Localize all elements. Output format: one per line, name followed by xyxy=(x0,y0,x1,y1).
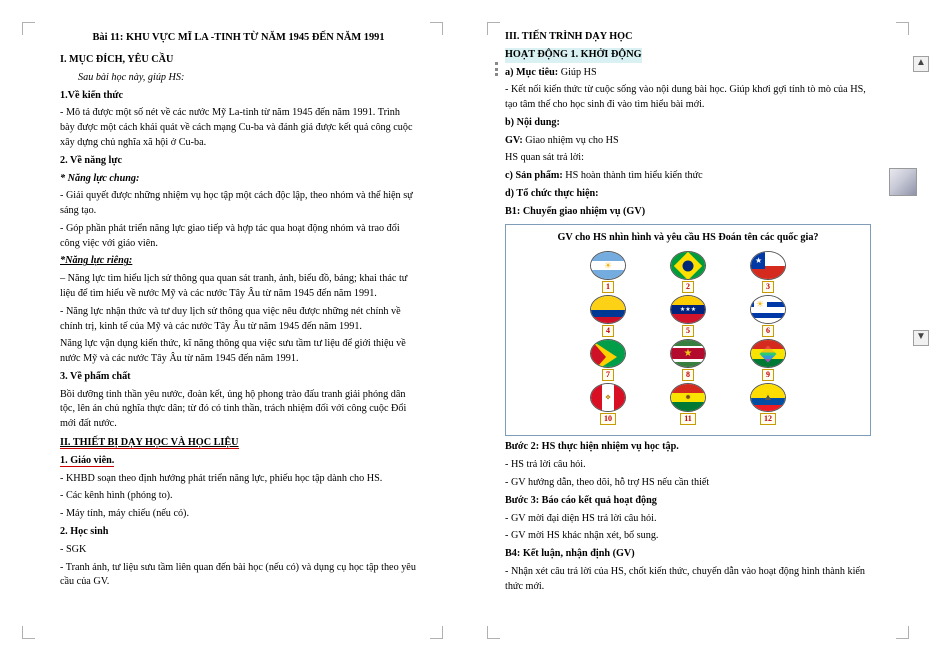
flag-item-bolivia-wiphala xyxy=(737,339,799,381)
crop-mark-bottom-right-2 xyxy=(896,626,909,639)
paragraph-teacher-2: - Các kênh hình (phóng to). xyxy=(60,490,173,502)
flag-item-peru xyxy=(577,383,639,425)
hs-line: HS quan sát trả lời: xyxy=(505,152,584,164)
section-heading-i: I. MỤC ĐÍCH, YÊU CẦU xyxy=(60,54,174,66)
flag-item-uruguay xyxy=(737,295,799,337)
crop-mark-top-left xyxy=(22,22,35,35)
step4-detail-1: - Nhận xét câu trả lời của HS, chốt kiến thức, chuyển dẫn vào hoạt động hình thành kiến thức mới. xyxy=(505,565,866,592)
product-text: HS hoàn thành tìm hiểu kiến thức xyxy=(562,170,703,182)
b1-line xyxy=(505,205,871,220)
label-specific-competence: *Năng lực riêng: xyxy=(60,255,133,267)
step3-label: Bước 3: Báo cáo kết quả hoạt động xyxy=(505,494,657,506)
section-heading-ii: II. THIẾT BỊ DẠY HỌC VÀ HỌC LIỆU xyxy=(60,437,239,449)
colombia-flag-icon xyxy=(590,295,626,324)
subsection-teacher-wrap xyxy=(60,454,417,469)
subsection-competence: 2. Về năng lực xyxy=(60,154,122,166)
flag-item-argentina xyxy=(577,251,639,293)
paragraph-specific-2: - Năng lực nhận thức và tư duy lịch sử thông qua việc nêu được những nét chính về chính trị, kinh tế của Mỹ và các nước Tây Âu từ năm 1945 đến năm 1991. xyxy=(60,305,401,332)
step2-detail-2: - GV hướng dẫn, theo dõi, hỗ trợ HS nếu cần thiết xyxy=(505,476,710,488)
ecuador-flag-icon: ⛰ xyxy=(750,383,786,412)
paragraph-student-2: - Tranh ảnh, tư liệu sưu tầm liên quan đến bài học (nếu có) và dụng cụ học tập theo yêu cầu của GV. xyxy=(60,561,416,588)
flag-item-guyana xyxy=(577,339,639,381)
chile-flag-icon: ★ xyxy=(750,251,786,280)
flag-number: 2 xyxy=(682,281,694,293)
flag-item-colombia xyxy=(577,295,639,337)
crop-mark-bottom-left-2 xyxy=(487,626,500,639)
document-page-right xyxy=(465,0,931,661)
paragraph-specific-3: Năng lực vận dụng kiến thức, kĩ năng thông qua việc sưu tầm tư liệu để giới thiệu về nước Mỹ và các nước Tây Âu từ năm 1945 đến năm 1991. xyxy=(60,338,406,365)
flag-number: 12 xyxy=(760,413,776,425)
activity-box xyxy=(505,224,871,437)
flag-number: 3 xyxy=(762,281,774,293)
guyana-flag-icon xyxy=(590,339,626,368)
right-page-body xyxy=(505,30,871,594)
flag-item-brazil xyxy=(657,251,719,293)
step4-line xyxy=(505,547,871,562)
paragraph-specific-1: – Năng lực tìm hiểu lịch sử thông qua quan sát tranh, ảnh, biểu đồ, bảng; khai thác tư liệu để tìm hiểu về nước Mỹ và các nước Tây Âu từ năm 1945 đến năm 1991. xyxy=(60,273,408,300)
flag-item-bolivia xyxy=(657,383,719,425)
activity-1-heading: HOẠT ĐỘNG 1. KHỞI ĐỘNG xyxy=(505,48,642,63)
gv-text: Giao nhiệm vụ cho HS xyxy=(522,134,619,146)
paragraph-teacher-1: - KHBD soạn theo định hướng phát triển năng lực, phiếu học tập dành cho HS. xyxy=(60,472,383,484)
scroll-down-button[interactable]: ▼ xyxy=(913,330,929,346)
flag-item-chile xyxy=(737,251,799,293)
flag-number: 8 xyxy=(682,369,694,381)
subsection-quality: 3. Về phẩm chất xyxy=(60,370,131,382)
step3-detail-2: - GV mời HS khác nhận xét, bổ sung. xyxy=(505,530,659,542)
suriname-flag-icon: ★ xyxy=(670,339,706,368)
goal-text: Giúp HS xyxy=(558,66,597,78)
paragraph-quality: Bồi dưỡng tinh thần yêu nước, đoàn kết, ủng hộ phong trào đấu tranh giải phóng dân tộc, lên án chủ nghĩa thực dân; từ đó có tinh thần, trách nhiệm đối với công cuộc Đổi mới đất nước. xyxy=(60,388,407,430)
activity-prompt: GV cho HS nhìn hình và yêu cầu HS Đoán tên các quốc gia? xyxy=(557,231,819,243)
flag-number: 5 xyxy=(682,325,694,337)
crop-mark-top-left-2 xyxy=(487,22,500,35)
flag-item-venezuela xyxy=(657,295,719,337)
goal-label: a) Mục tiêu: xyxy=(505,66,559,78)
step3-detail-1: - GV mời đại diện HS trả lời câu hỏi. xyxy=(505,512,657,524)
flag-grid xyxy=(514,251,862,425)
subsection-teacher: 1. Giáo viên. xyxy=(60,454,115,466)
paragraph-general-2: - Góp phần phát triển năng lực giao tiếp và hợp tác qua hoạt động nhóm và trao đổi công việc với giáo viên. xyxy=(60,222,400,249)
venezuela-flag-icon: ★★★ xyxy=(670,295,706,324)
b1-label: B1: Chuyển giao nhiệm vụ (GV) xyxy=(505,205,646,217)
paragraph-teacher-3: - Máy tính, máy chiếu (nếu có). xyxy=(60,508,190,520)
intro-note: Sau bài học này, giúp HS: xyxy=(78,71,185,83)
step2-detail-1: - HS trả lời câu hỏi. xyxy=(505,459,586,471)
step2-line xyxy=(505,440,871,455)
step4-label: B4: Kết luận, nhận định (GV) xyxy=(505,548,635,560)
argentina-flag-icon: ☀ xyxy=(590,251,626,280)
label-general-competence: * Năng lực chung: xyxy=(60,172,140,184)
product-label: c) Sản phẩm: xyxy=(505,170,563,182)
flag-item-suriname xyxy=(657,339,719,381)
paragraph-general-1: - Giải quyết được những nhiệm vụ học tập một cách độc lập, theo nhóm và thể hiện sự sáng tạo. xyxy=(60,190,413,217)
document-page-left xyxy=(0,0,465,661)
flag-item-ecuador xyxy=(737,383,799,425)
flag-number: 11 xyxy=(680,413,696,425)
flag-number: 10 xyxy=(600,413,616,425)
gv-line xyxy=(505,134,871,149)
step3-line xyxy=(505,494,871,509)
bolivia-wiphala-flag-icon xyxy=(750,339,786,368)
decorative-image xyxy=(889,168,917,196)
left-page-body xyxy=(60,30,417,590)
scroll-up-button[interactable]: ▲ xyxy=(913,56,929,72)
flag-number: 9 xyxy=(762,369,774,381)
flag-number: 4 xyxy=(602,325,614,337)
goal-paragraph: - Kết nối kiến thức từ cuộc sống vào nội dung bài học. Giúp khơi gợi tính tò mò của HS, tạo tâm thế cho học sinh đi vào tìm hiểu bài mới. xyxy=(505,84,866,111)
section-heading-iii: III. TIẾN TRÌNH DẠY HỌC xyxy=(505,31,633,42)
crop-mark-top-right xyxy=(430,22,443,35)
peru-flag-icon: ❖ xyxy=(590,383,626,412)
gv-label: GV: xyxy=(505,134,523,146)
goal-line xyxy=(505,66,871,81)
flag-number: 6 xyxy=(762,325,774,337)
step2-label: Bước 2: HS thực hiện nhiệm vụ học tập. xyxy=(505,441,679,453)
crop-mark-bottom-right xyxy=(430,626,443,639)
subsection-knowledge: 1.Về kiến thức xyxy=(60,89,123,101)
flag-number: 7 xyxy=(602,369,614,381)
bolivia-flag-icon: ✹ xyxy=(670,383,706,412)
product-line xyxy=(505,169,871,184)
crop-mark-bottom-left xyxy=(22,626,35,639)
section-heading-ii-wrap xyxy=(60,436,417,451)
flag-number: 1 xyxy=(602,281,614,293)
paragraph-knowledge: - Mô tả được một số nét về các nước Mỹ La-tinh từ năm 1945 đến năm 1991. Trình bày được một cách khái quát về cách mạng Cu-ba và đánh giá được kết quả công cuộc xây dựng chủ nghĩa xã hội ở Cu-ba. xyxy=(60,107,413,148)
crop-mark-top-right-2 xyxy=(896,22,909,35)
paragraph-student-1: - SGK xyxy=(60,543,87,555)
content-line xyxy=(505,116,871,131)
organize-line xyxy=(505,187,871,202)
paragraph-marker-icon xyxy=(495,62,501,76)
page-title: Bài 11: KHU VỰC MĨ LA -TINH TỪ NĂM 1945 ĐẾN NĂM 1991 xyxy=(92,32,385,43)
content-label: b) Nội dung: xyxy=(505,116,560,128)
brazil-flag-icon xyxy=(670,251,706,280)
uruguay-flag-icon: ☀ xyxy=(750,295,786,324)
subsection-student: 2. Học sinh xyxy=(60,525,109,537)
organize-label: d) Tổ chức thực hiện: xyxy=(505,188,599,200)
